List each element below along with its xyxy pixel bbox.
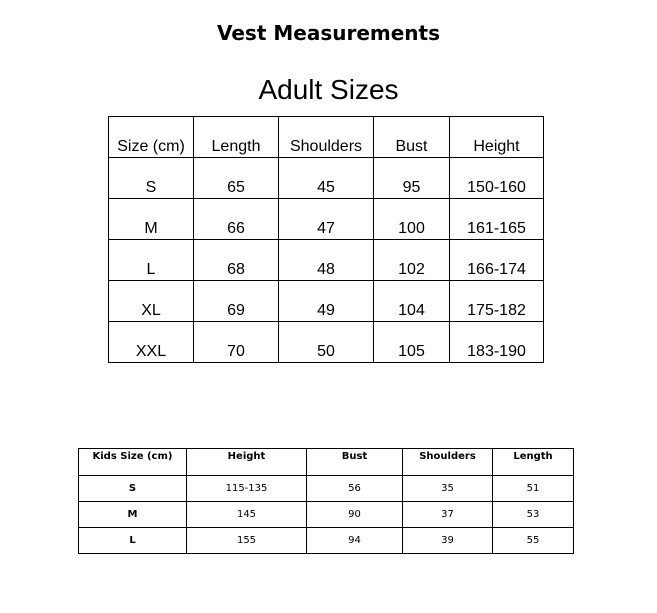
table-header-row (109, 117, 544, 158)
table-cell: 166-174 (450, 240, 544, 281)
column-header: Length (493, 449, 574, 476)
table-row (79, 476, 574, 502)
table-cell: 66 (194, 199, 279, 240)
table-cell: 104 (374, 281, 450, 322)
table-cell: S (109, 158, 194, 199)
table-cell: 90 (307, 502, 403, 528)
table-cell: 70 (194, 322, 279, 363)
column-header: Height (450, 117, 544, 158)
table-header-row (79, 449, 574, 476)
table-cell: 95 (374, 158, 450, 199)
table-row (109, 158, 544, 199)
table-cell: 150-160 (450, 158, 544, 199)
table-row (109, 199, 544, 240)
table-cell: 35 (403, 476, 493, 502)
table-cell: M (79, 502, 187, 528)
page-title: Vest Measurements (216, 21, 441, 45)
column-header: Shoulders (403, 449, 493, 476)
table-cell: L (79, 528, 187, 554)
table-cell: 145 (187, 502, 307, 528)
table-cell: 65 (194, 158, 279, 199)
table-cell: 68 (194, 240, 279, 281)
table-cell: 155 (187, 528, 307, 554)
adult-sizes-heading: Adult Sizes (258, 74, 399, 105)
table-cell: 51 (493, 476, 574, 502)
column-header: Bust (307, 449, 403, 476)
table-row (79, 502, 574, 528)
column-header: Kids Size (cm) (79, 449, 187, 476)
table-cell: M (109, 199, 194, 240)
table-cell: 39 (403, 528, 493, 554)
table-cell: 175-182 (450, 281, 544, 322)
table-cell: 55 (493, 528, 574, 554)
column-header: Shoulders (279, 117, 374, 158)
column-header: Size (cm) (109, 117, 194, 158)
table-cell: 37 (403, 502, 493, 528)
table-cell: S (79, 476, 187, 502)
table-cell: 115-135 (187, 476, 307, 502)
table-cell: 50 (279, 322, 374, 363)
adult-size-table (108, 116, 544, 363)
table-cell: 48 (279, 240, 374, 281)
column-header: Bust (374, 117, 450, 158)
table-cell: XXL (109, 322, 194, 363)
table-cell: L (109, 240, 194, 281)
table-row (109, 240, 544, 281)
column-header: Height (187, 449, 307, 476)
table-cell: 45 (279, 158, 374, 199)
column-header: Length (194, 117, 279, 158)
table-cell: 161-165 (450, 199, 544, 240)
table-cell: 53 (493, 502, 574, 528)
table-cell: 56 (307, 476, 403, 502)
table-cell: 102 (374, 240, 450, 281)
table-cell: XL (109, 281, 194, 322)
table-cell: 183-190 (450, 322, 544, 363)
table-cell: 49 (279, 281, 374, 322)
table-row (109, 322, 544, 363)
kids-size-table (78, 448, 574, 554)
table-cell: 69 (194, 281, 279, 322)
table-cell: 47 (279, 199, 374, 240)
table-row (79, 528, 574, 554)
table-cell: 94 (307, 528, 403, 554)
table-cell: 105 (374, 322, 450, 363)
table-row (109, 281, 544, 322)
table-cell: 100 (374, 199, 450, 240)
